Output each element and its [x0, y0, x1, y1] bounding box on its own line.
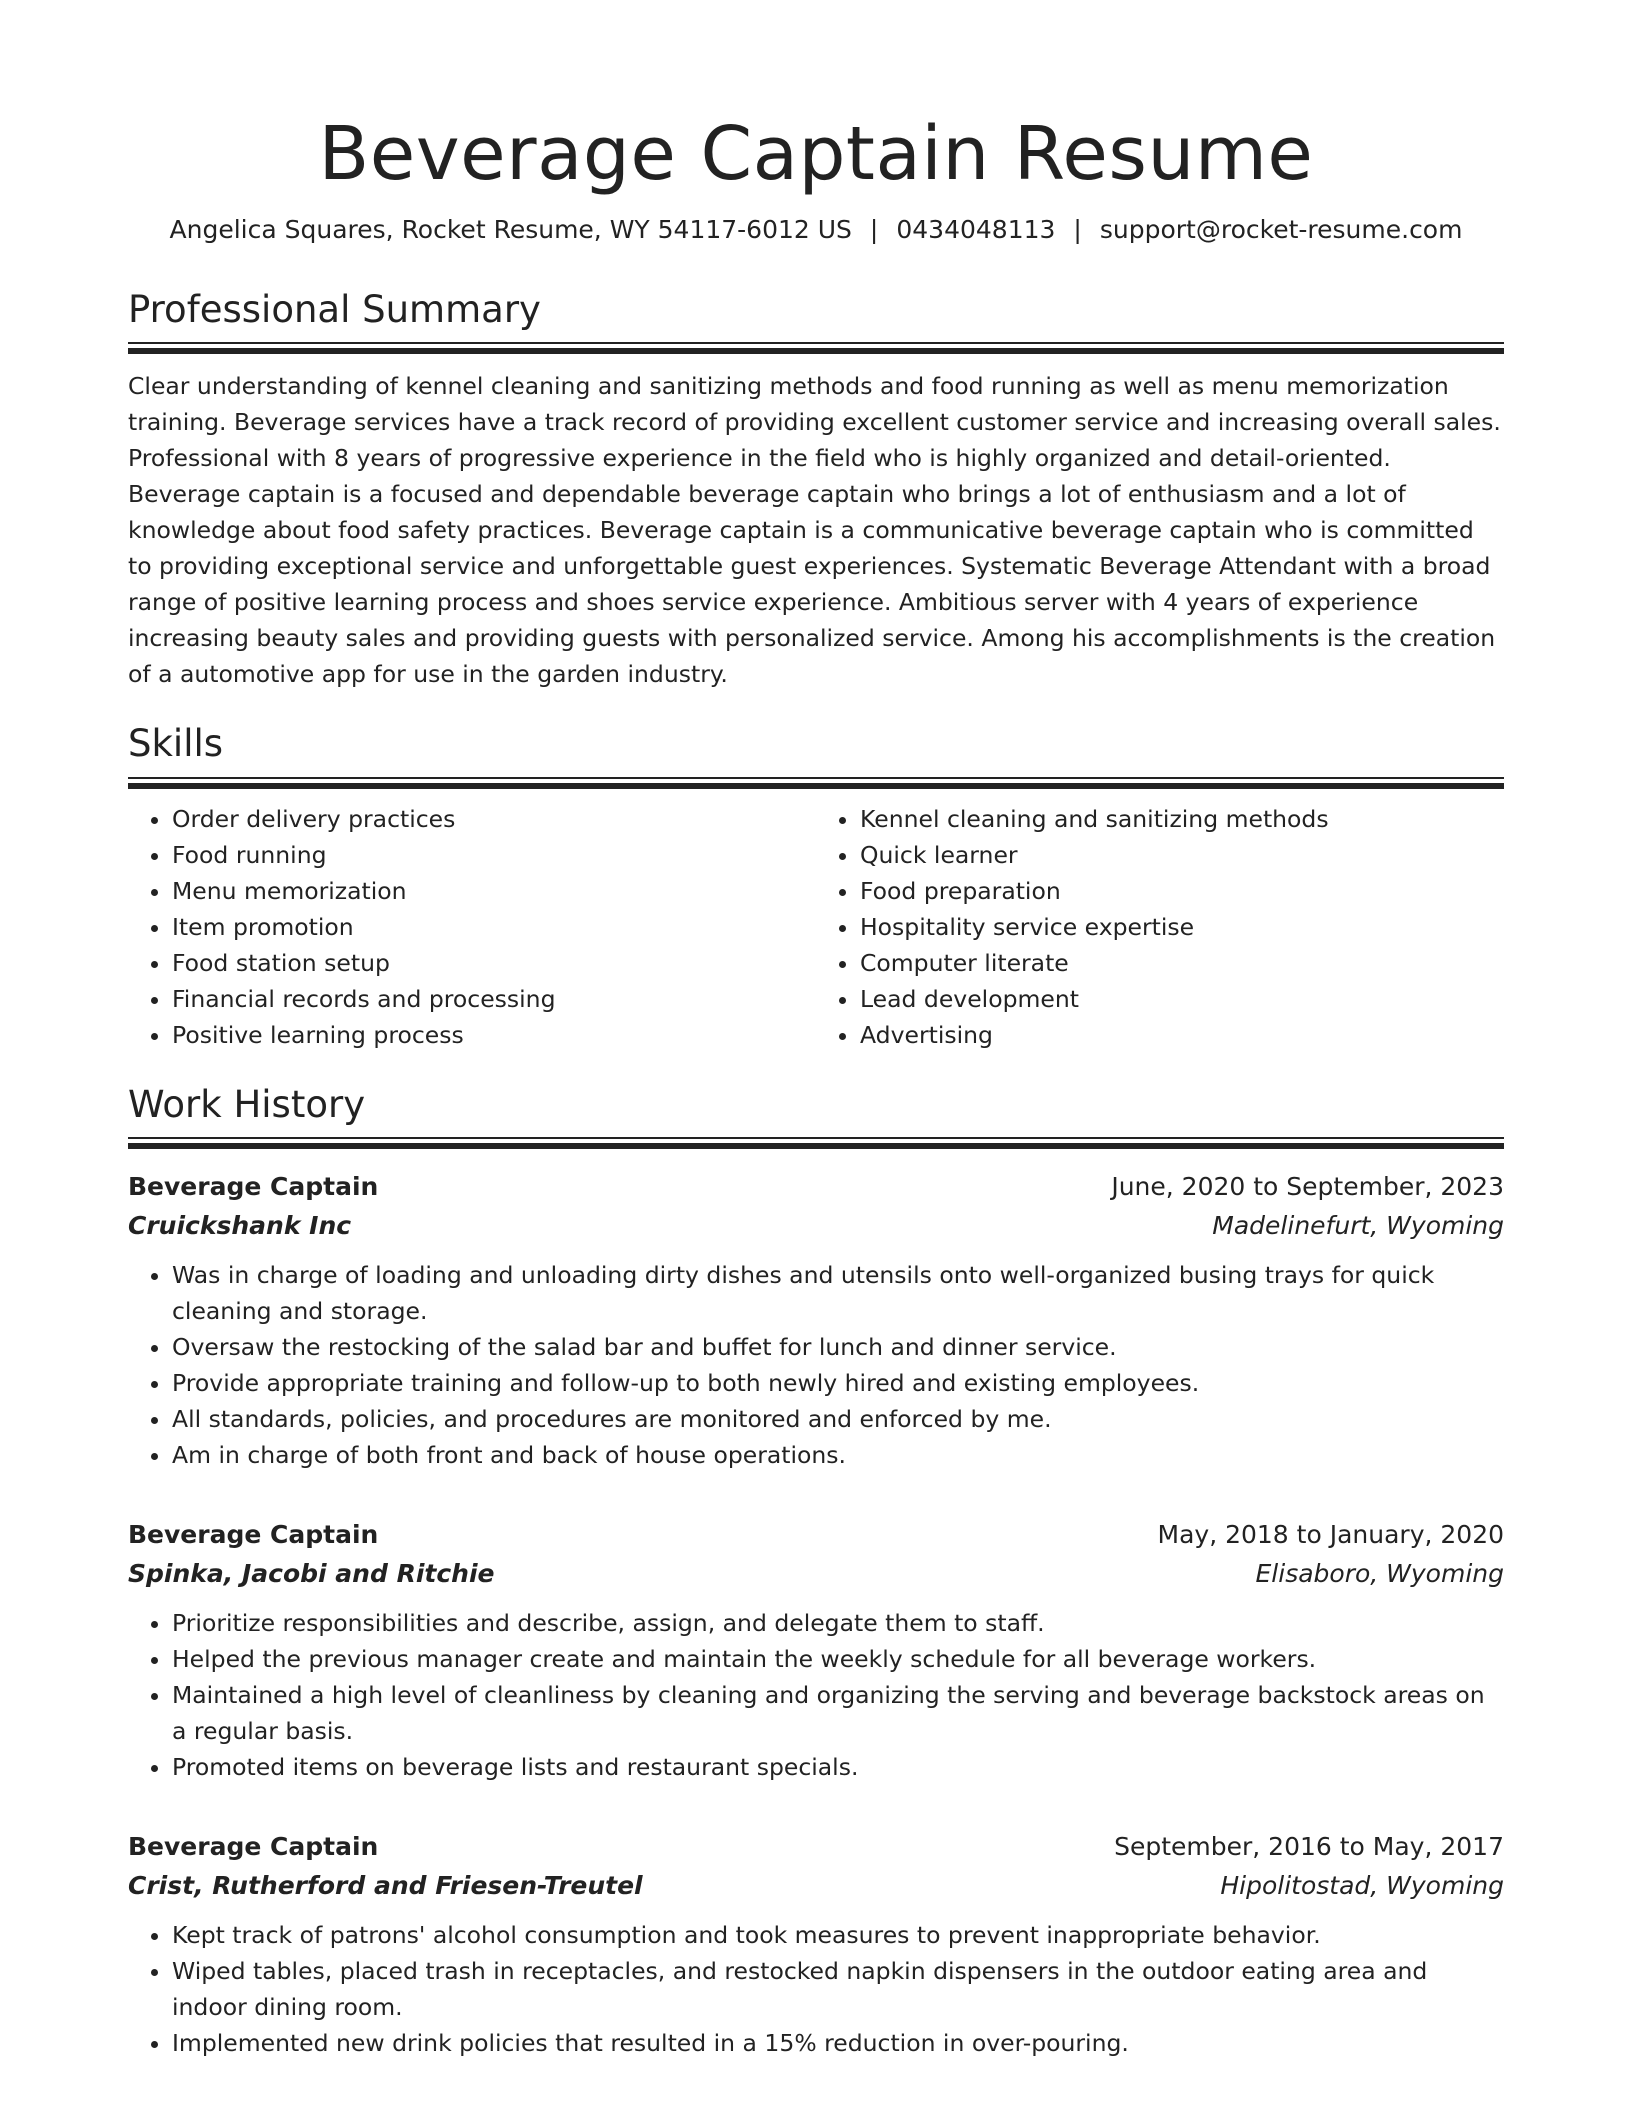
job-bullet: • Kept track of patrons' alcohol consumption and took measures to prevent inappropriate behavior. — [172, 1917, 1504, 1953]
skill-item: • Lead development — [860, 981, 1504, 1017]
skill-item: • Advertising — [860, 1017, 1504, 1053]
contact-separator: | — [1073, 214, 1082, 244]
job-entry — [128, 1827, 1504, 2061]
contact-line — [128, 215, 1504, 244]
job-title: Beverage Captain — [128, 1519, 379, 1549]
section-divider — [128, 777, 1504, 789]
job-header-row — [128, 1515, 1504, 1554]
job-company: Spinka, Jacobi and Ritchie — [128, 1558, 495, 1588]
skill-item: • Positive learning process — [172, 1017, 816, 1053]
job-location: Elisaboro, Wyoming — [1255, 1558, 1504, 1588]
contact-phone: 0434048113 — [896, 214, 1056, 244]
skill-item: • Food running — [172, 837, 816, 873]
job-bullets — [128, 1257, 1504, 1473]
work-history-section — [128, 1083, 1504, 2061]
section-heading: Professional Summary — [128, 287, 541, 331]
section-heading: Work History — [128, 1082, 366, 1126]
skill-item: • Menu memorization — [172, 873, 816, 909]
job-bullet: • Am in charge of both front and back of house operations. — [172, 1437, 1504, 1473]
skill-item: • Kennel cleaning and sanitizing methods — [860, 801, 1504, 837]
contact-email: support@rocket-resume.com — [1099, 214, 1463, 244]
skills-list-left — [128, 801, 816, 1053]
job-employer-row — [128, 1554, 1504, 1593]
job-bullet: • Provide appropriate training and follow-up to both newly hired and existing employees. — [172, 1365, 1504, 1401]
section-divider — [128, 1137, 1504, 1149]
job-dates: September, 2016 to May, 2017 — [1114, 1831, 1504, 1861]
job-bullet: • Helped the previous manager create and maintain the weekly schedule for all beverage workers. — [172, 1641, 1504, 1677]
section-divider — [128, 342, 1504, 354]
section-heading: Skills — [128, 722, 224, 766]
skills-list-right — [816, 801, 1504, 1053]
job-bullets — [128, 1917, 1504, 2061]
job-entry — [128, 1515, 1504, 1785]
skill-item: • Item promotion — [172, 909, 816, 945]
job-bullets — [128, 1605, 1504, 1785]
job-bullet: • Was in charge of loading and unloading dirty dishes and utensils onto well-organized busing trays for quick cleaning and storage. — [172, 1257, 1504, 1329]
job-dates: May, 2018 to January, 2020 — [1157, 1519, 1504, 1549]
job-bullet: • Promoted items on beverage lists and restaurant specials. — [172, 1749, 1504, 1785]
job-header-row — [128, 1167, 1504, 1206]
skill-item: • Quick learner — [860, 837, 1504, 873]
skill-item: • Hospitality service expertise — [860, 909, 1504, 945]
job-title: Beverage Captain — [128, 1831, 379, 1861]
job-bullet: • Wiped tables, placed trash in receptacles, and restocked napkin dispensers in the outdoor eating area and indoor dining room. — [172, 1953, 1504, 2025]
skill-item: • Food station setup — [172, 945, 816, 981]
job-bullet: • Maintained a high level of cleanliness by cleaning and organizing the serving and beverage backstock areas on a regular basis. — [172, 1677, 1504, 1749]
job-company: Crist, Rutherford and Friesen-Treutel — [128, 1870, 643, 1900]
professional-summary-section — [128, 288, 1504, 692]
job-bullet: • Oversaw the restocking of the salad bar and buffet for lunch and dinner service. — [172, 1329, 1504, 1365]
resume-title: Beverage Captain Resume — [318, 111, 1314, 197]
job-entry — [128, 1167, 1504, 1473]
job-dates: June, 2020 to September, 2023 — [1111, 1171, 1504, 1201]
job-bullet: • All standards, policies, and procedures are monitored and enforced by me. — [172, 1401, 1504, 1437]
job-location: Hipolitostad, Wyoming — [1220, 1870, 1504, 1900]
skill-item: • Food preparation — [860, 873, 1504, 909]
job-bullet: • Prioritize responsibilities and describe, assign, and delegate them to staff. — [172, 1605, 1504, 1641]
contact-address: Angelica Squares, Rocket Resume, WY 54117-6012 US — [169, 214, 852, 244]
skills-columns — [128, 801, 1504, 1053]
job-header-row — [128, 1827, 1504, 1866]
job-company: Cruickshank Inc — [128, 1210, 352, 1240]
job-title: Beverage Captain — [128, 1171, 379, 1201]
job-employer-row — [128, 1866, 1504, 1905]
skills-section — [128, 722, 1504, 1052]
skill-item: • Computer literate — [860, 945, 1504, 981]
contact-separator: | — [869, 214, 879, 244]
job-employer-row — [128, 1206, 1504, 1245]
skill-item: • Order delivery practices — [172, 801, 816, 837]
job-location: Madelinefurt, Wyoming — [1212, 1210, 1504, 1240]
skill-item: • Financial records and processing — [172, 981, 816, 1017]
summary-text: Clear understanding of kennel cleaning and sanitizing methods and food running as well as menu memorization training. Beverage services have a track record of providing excellent customer service and increasing overall sales. Professional with 8 years of progressive experience in the field who is highly organized and detail-oriented. Beverage captain is a focused and dependable beverage captain who brings a lot of enthusiasm and a lot of knowledge about food safety practices. Beverage captain is a communicative beverage captain who is committed to providing exceptional service and unforgettable guest experiences. Systematic Beverage Attendant with a broad range of positive learning process and shoes service experience. Ambitious server with 4 years of experience increasing beauty sales and providing guests with personalized service. Among his accomplishments is the creation of a automotive app for use in the garden industry. — [128, 372, 1501, 689]
job-bullet: • Implemented new drink policies that resulted in a 15% reduction in over-pouring. — [172, 2025, 1504, 2061]
